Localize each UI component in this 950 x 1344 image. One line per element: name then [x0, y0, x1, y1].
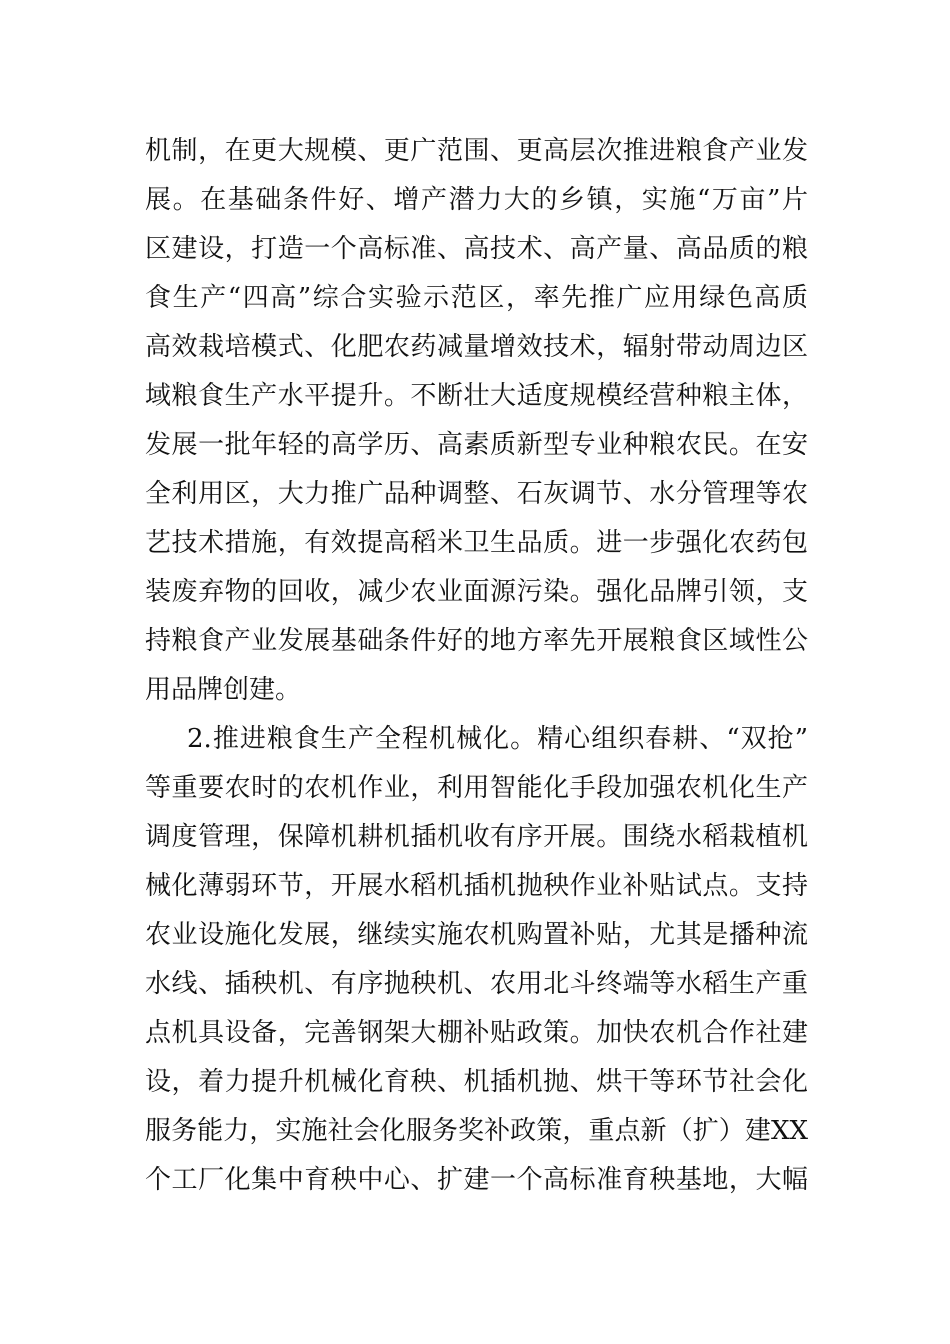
text-line: 械化薄弱环节，开展水稻机插机抛秧作业补贴试点。支持	[145, 871, 808, 901]
paragraph-1	[145, 127, 808, 715]
text-line: 服务能力，实施社会化服务奖补政策，重点新（扩）建XX	[145, 1116, 808, 1146]
text-line: 机制，在更大规模、更广范围、更高层次推进粮食产业发	[145, 136, 808, 166]
text-line: 持粮食产业发展基础条件好的地方率先开展粮食区域性公	[145, 626, 808, 656]
text-line: 点机具设备，完善钢架大棚补贴政策。加快农机合作社建	[145, 1018, 808, 1048]
text-line: 等重要农时的农机作业，利用智能化手段加强农机化生产	[145, 773, 808, 803]
text-line: 艺技术措施，有效提高稻米卫生品质。进一步强化农药包	[145, 528, 808, 558]
text-line: 水线、插秧机、有序抛秧机、农用北斗终端等水稻生产重	[145, 969, 808, 999]
text-line: 调度管理，保障机耕机插机收有序开展。围绕水稻栽植机	[145, 822, 808, 852]
text-line: 个工厂化集中育秧中心、扩建一个高标准育秧基地，大幅	[145, 1165, 808, 1195]
text-line: 全利用区，大力推广品种调整、石灰调节、水分管理等农	[145, 479, 808, 509]
text-line: 装废弃物的回收，减少农业面源污染。强化品牌引领，支	[145, 577, 808, 607]
text-line: 区建设，打造一个高标准、高技术、高产量、高品质的粮	[145, 234, 808, 264]
text-line: 发展一批年轻的高学历、高素质新型专业种粮农民。在安	[145, 430, 808, 460]
text-line: 设，着力提升机械化育秧、机插机抛、烘干等环节社会化	[145, 1067, 808, 1097]
text-line: 2.推进粮食生产全程机械化。精心组织春耕、“双抢”	[187, 724, 808, 754]
text-line: 食生产“四高”综合实验示范区，率先推广应用绿色高质	[145, 283, 808, 313]
text-line: 高效栽培模式、化肥农药减量增效技术，辐射带动周边区	[145, 332, 808, 362]
paragraph-2	[145, 715, 808, 1205]
document-body	[145, 127, 808, 1205]
text-line: 域粮食生产水平提升。不断壮大适度规模经营种粮主体，	[145, 381, 808, 411]
text-line: 用品牌创建。	[145, 675, 302, 705]
text-line: 农业设施化发展，继续实施农机购置补贴，尤其是播种流	[145, 920, 808, 950]
text-line: 展。在基础条件好、增产潜力大的乡镇，实施“万亩”片	[145, 185, 808, 215]
